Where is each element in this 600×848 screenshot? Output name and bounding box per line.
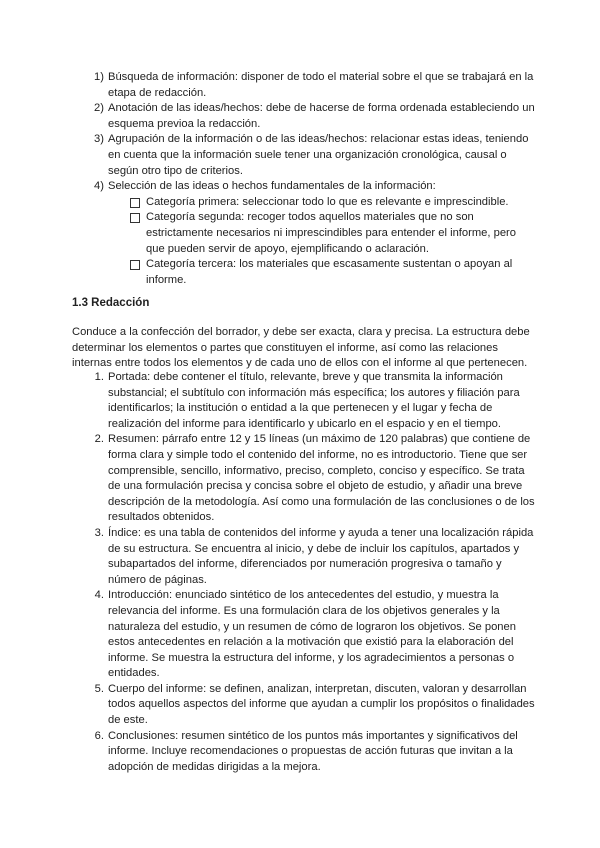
category-checklist [128,195,536,289]
list-item-text: Agrupación de la información o de las ideas/hechos: relacionar estas ideas, teniendo en cuenta que la información suele tener una organización cronológica, causal o según otro tipo de criterios. [108,133,529,177]
list-item-number: 4) [94,180,104,193]
checklist-item-text: Categoría tercera: los materiales que escasamente sustentan o apoyan al informe. [146,258,513,286]
list-item-text: Portada: debe contener el título, relevante, breve y que transmita la información substancial; el subtítulo con información más específica; los autores y filiación para identificarlos; la institución o entidad a la que pertenecen y el lugar y fecha de realización del informe para identificarlo y ubicarlo en el espacio y en el tiempo. [108,371,520,430]
list-item [86,526,536,588]
checklist-item [128,257,536,288]
list-item-text: Introducción: enunciado sintético de los antecedentes del estudio, y muestra la relevancia del informe. Es una formulación clara de los objetivos generales y la naturaleza del estudio, y un resumen de cómo de lograron los objetivos. Se ponen estos antecedentes en relación a la motivación que existió para la elaboración del informe. Se muestra la estructura del informe, y los agradecimientos a personas o entidades. [108,589,516,680]
list-item [86,682,536,729]
list-item-number: 3) [94,133,104,146]
list-item-text: Selección de las ideas o hechos fundamentales de la información: [108,180,436,193]
list-item-number: 2. [94,433,104,446]
list-item [86,432,536,526]
preparation-steps-list [86,70,536,288]
list-item-text: Conclusiones: resumen sintético de los puntos más importantes y significativos del informe. Incluye recomendaciones o propuestas de acción futuras que invitan a la adopción de medidas dirigidas a la mejora. [108,729,518,773]
list-item-text: Búsqueda de información: disponer de todo el material sobre el que se trabajará en la etapa de redacción. [108,71,534,99]
list-item-number: 4. [94,589,104,602]
list-item [86,729,536,776]
checklist-item [128,195,536,211]
checkbox-icon [130,213,140,223]
list-item-number: 6. [94,729,104,742]
list-item-text: Índice: es una tabla de contenidos del informe y ayuda a tener una localización rápida de su estructura. Se encuentra al inicio, y debe de incluir los capítulos, apartados y subapartados del informe, diferenciados por numeración progresiva o tamaño y número de páginas. [108,526,534,586]
section-intro-paragraph: Conduce a la confección del borrador, y debe ser exacta, clara y precisa. La estructura debe determinar los elementos o partes que constituyen el informe, así como las relaciones internas entre todos los elementos y de cada uno de ellos con el informe al que pertenecen. [72,326,530,370]
checkbox-icon [130,260,140,270]
list-item [86,101,536,132]
list-item-number: 1. [94,371,104,383]
checklist-item-text: Categoría segunda: recoger todos aquellos materiales que no son estrictamente necesarios ni imprescindibles para entender el informe, pero que pueden servir de apoyo, ejemplificando o aclaración. [146,211,516,255]
list-item [86,370,536,432]
list-item [86,70,536,101]
section-heading: 1.3 Redacción [72,297,150,309]
list-item [86,179,536,288]
list-item-number: 1) [94,71,104,83]
list-item-text: Cuerpo del informe: se definen, analizan, interpretan, discuten, valoran y desarrollan todos aquellos aspectos del informe que ayudan a cumplir los propósitos o finalidades de este. [108,682,535,727]
list-item [86,588,536,682]
list-item-text: Resumen: párrafo entre 12 y 15 líneas (un máximo de 120 palabras) que contiene de forma clara y simple todo el contenido del informe, no es introductorio. Tiene que ser comprensible, sencillo, informativo, preciso, completo, conciso y específico. Se trata de una formulación precisa y concisa sobre el objeto de estudio, y añadir una breve descripción de la metodología. Así como una formulación de las conclusiones o de los resultados obtenidos. [108,433,535,524]
checkbox-icon [130,198,140,208]
list-item-text: Anotación de las ideas/hechos: debe de hacerse de forma ordenada estableciendo un esquema previoa la redacción. [108,102,535,130]
checklist-item [128,210,536,257]
checklist-item-text: Categoría primera: seleccionar todo lo que es relevante e imprescindible. [146,195,509,208]
list-item-number: 5. [94,682,104,695]
list-item [86,132,536,179]
list-item-number: 3. [94,526,104,539]
list-item-number: 2) [94,102,104,115]
report-structure-list [86,370,536,775]
